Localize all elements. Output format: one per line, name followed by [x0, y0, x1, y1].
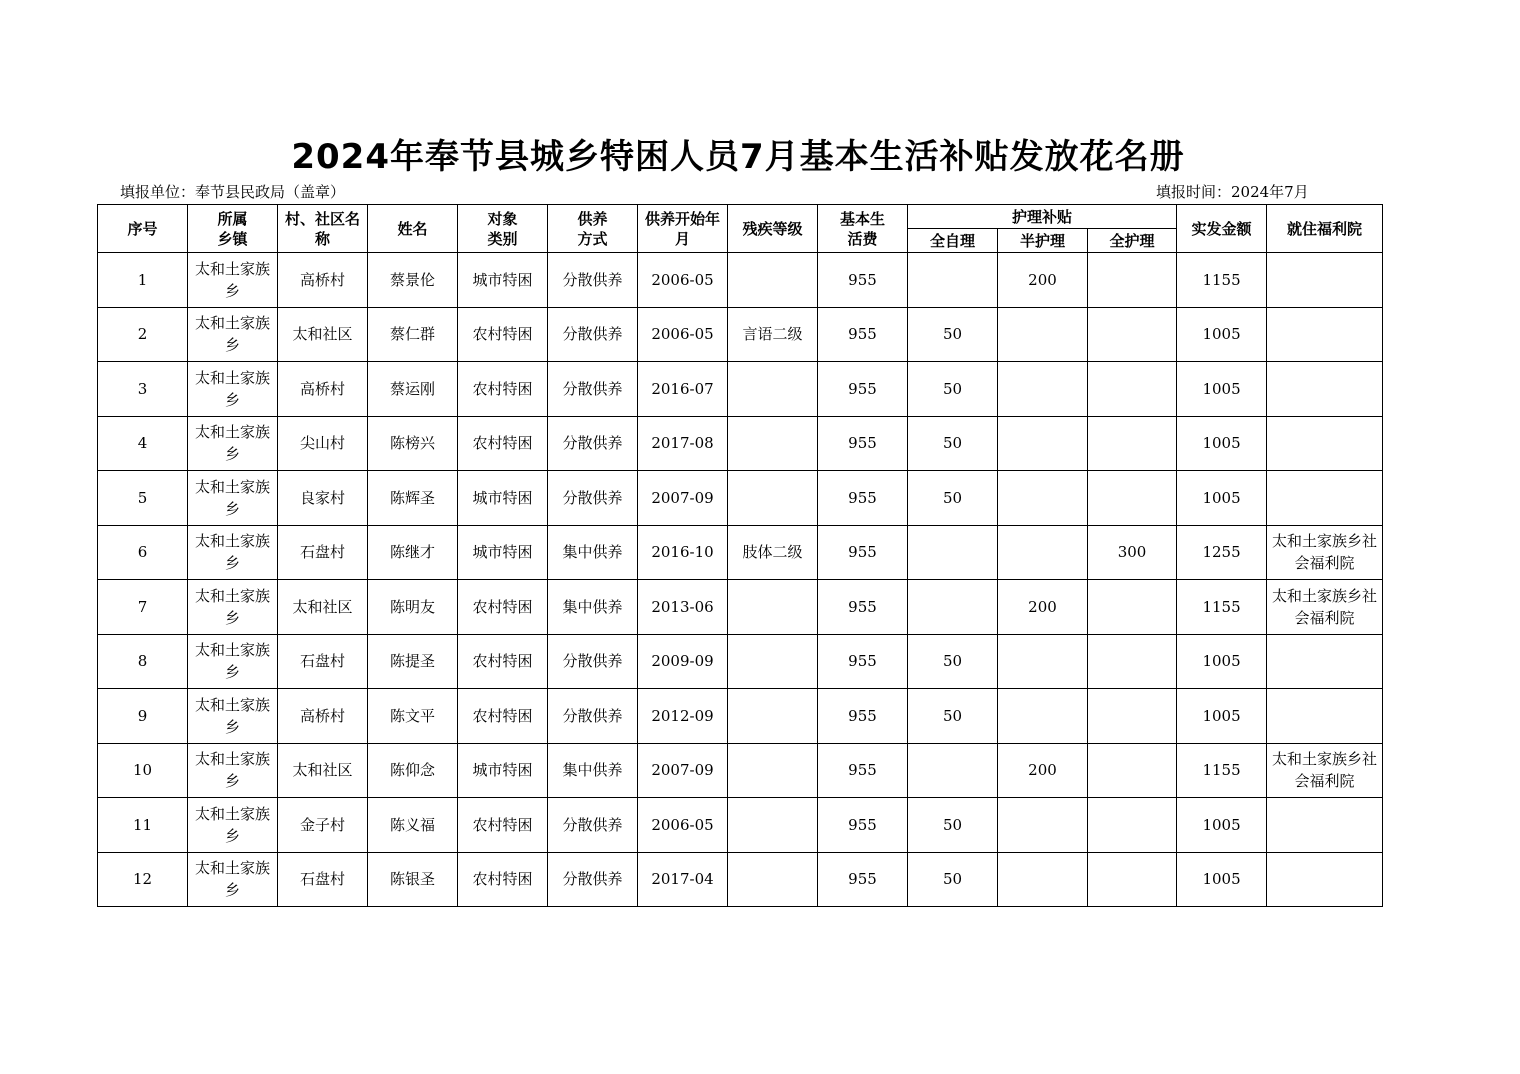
header-care-full: 全护理 [1088, 229, 1177, 253]
cell-category: 城市特困 [458, 743, 548, 798]
cell-village: 高桥村 [278, 689, 368, 744]
table-row [98, 689, 1383, 744]
cell-disability [728, 743, 818, 798]
cell-care-full-self: 50 [908, 471, 998, 526]
header-care-half: 半护理 [998, 229, 1088, 253]
cell-support-mode: 分散供养 [548, 852, 638, 907]
cell-actual-amount: 1155 [1177, 253, 1267, 308]
cell-category: 城市特困 [458, 253, 548, 308]
cell-village: 太和社区 [278, 307, 368, 362]
cell-actual-amount: 1155 [1177, 743, 1267, 798]
cell-disability: 肢体二级 [728, 525, 818, 580]
cell-actual-amount: 1005 [1177, 307, 1267, 362]
cell-basic-living: 955 [818, 798, 908, 853]
cell-township: 太和土家族乡 [188, 253, 278, 308]
cell-village: 尖山村 [278, 416, 368, 471]
cell-village: 良家村 [278, 471, 368, 526]
cell-care-half [998, 416, 1088, 471]
header-name: 姓名 [368, 205, 458, 253]
cell-seq: 7 [98, 580, 188, 635]
cell-care-full [1088, 852, 1177, 907]
cell-start-date: 2016-07 [638, 362, 728, 417]
cell-disability [728, 471, 818, 526]
cell-care-half [998, 634, 1088, 689]
cell-welfare-home [1267, 798, 1383, 853]
cell-category: 农村特困 [458, 689, 548, 744]
cell-category: 农村特困 [458, 798, 548, 853]
cell-care-full-self: 50 [908, 307, 998, 362]
cell-disability [728, 416, 818, 471]
filing-unit: 填报单位：奉节县民政局（盖章） [120, 183, 346, 201]
cell-township: 太和土家族乡 [188, 307, 278, 362]
cell-disability [728, 634, 818, 689]
cell-care-full [1088, 253, 1177, 308]
cell-village: 石盘村 [278, 634, 368, 689]
cell-support-mode: 分散供养 [548, 798, 638, 853]
cell-welfare-home [1267, 689, 1383, 744]
cell-support-mode: 分散供养 [548, 307, 638, 362]
cell-basic-living: 955 [818, 525, 908, 580]
cell-support-mode: 集中供养 [548, 580, 638, 635]
cell-basic-living: 955 [818, 307, 908, 362]
cell-care-half [998, 362, 1088, 417]
cell-name: 陈辉圣 [368, 471, 458, 526]
cell-start-date: 2012-09 [638, 689, 728, 744]
cell-start-date: 2007-09 [638, 471, 728, 526]
cell-support-mode: 分散供养 [548, 253, 638, 308]
cell-support-mode: 分散供养 [548, 634, 638, 689]
roster-body [98, 253, 1383, 907]
cell-village: 太和社区 [278, 580, 368, 635]
cell-care-full-self: 50 [908, 416, 998, 471]
cell-actual-amount: 1005 [1177, 689, 1267, 744]
cell-welfare-home [1267, 471, 1383, 526]
cell-care-full-self [908, 253, 998, 308]
header-actual-amount: 实发金额 [1177, 205, 1267, 253]
table-row [98, 525, 1383, 580]
cell-care-half [998, 798, 1088, 853]
cell-welfare-home [1267, 416, 1383, 471]
roster-table [97, 204, 1383, 907]
cell-township: 太和土家族乡 [188, 743, 278, 798]
cell-welfare-home [1267, 852, 1383, 907]
cell-category: 农村特困 [458, 634, 548, 689]
cell-basic-living: 955 [818, 471, 908, 526]
cell-disability [728, 580, 818, 635]
cell-name: 陈仰念 [368, 743, 458, 798]
header-township: 所属乡镇 [188, 205, 278, 253]
table-row [98, 362, 1383, 417]
cell-township: 太和土家族乡 [188, 852, 278, 907]
cell-basic-living: 955 [818, 634, 908, 689]
cell-actual-amount: 1255 [1177, 525, 1267, 580]
cell-township: 太和土家族乡 [188, 689, 278, 744]
header-care-full-self: 全自理 [908, 229, 998, 253]
cell-name: 陈提圣 [368, 634, 458, 689]
table-row [98, 253, 1383, 308]
table-row [98, 798, 1383, 853]
cell-disability [728, 253, 818, 308]
cell-welfare-home: 太和土家族乡社会福利院 [1267, 743, 1383, 798]
cell-category: 城市特困 [458, 471, 548, 526]
cell-care-full: 300 [1088, 525, 1177, 580]
cell-basic-living: 955 [818, 689, 908, 744]
cell-care-full [1088, 362, 1177, 417]
cell-actual-amount: 1005 [1177, 798, 1267, 853]
cell-category: 农村特困 [458, 416, 548, 471]
table-row [98, 743, 1383, 798]
header-basic-living: 基本生活费 [818, 205, 908, 253]
cell-start-date: 2016-10 [638, 525, 728, 580]
header-category: 对象类别 [458, 205, 548, 253]
table-row [98, 307, 1383, 362]
cell-village: 石盘村 [278, 852, 368, 907]
cell-welfare-home [1267, 634, 1383, 689]
cell-village: 高桥村 [278, 253, 368, 308]
header-start-date: 供养开始年月 [638, 205, 728, 253]
cell-care-full [1088, 580, 1177, 635]
cell-actual-amount: 1005 [1177, 416, 1267, 471]
cell-support-mode: 分散供养 [548, 471, 638, 526]
cell-name: 陈文平 [368, 689, 458, 744]
cell-care-half [998, 525, 1088, 580]
cell-care-half [998, 689, 1088, 744]
cell-welfare-home: 太和土家族乡社会福利院 [1267, 525, 1383, 580]
cell-care-full [1088, 743, 1177, 798]
cell-township: 太和土家族乡 [188, 525, 278, 580]
cell-township: 太和土家族乡 [188, 798, 278, 853]
cell-start-date: 2009-09 [638, 634, 728, 689]
cell-actual-amount: 1005 [1177, 852, 1267, 907]
cell-care-full-self [908, 580, 998, 635]
cell-name: 蔡仁群 [368, 307, 458, 362]
cell-welfare-home [1267, 307, 1383, 362]
cell-category: 农村特困 [458, 307, 548, 362]
cell-township: 太和土家族乡 [188, 416, 278, 471]
cell-disability [728, 689, 818, 744]
cell-support-mode: 集中供养 [548, 743, 638, 798]
cell-seq: 6 [98, 525, 188, 580]
cell-seq: 8 [98, 634, 188, 689]
cell-name: 蔡景伦 [368, 253, 458, 308]
cell-disability [728, 852, 818, 907]
cell-care-full [1088, 689, 1177, 744]
cell-seq: 2 [98, 307, 188, 362]
cell-support-mode: 分散供养 [548, 689, 638, 744]
cell-care-half: 200 [998, 580, 1088, 635]
cell-basic-living: 955 [818, 743, 908, 798]
cell-village: 高桥村 [278, 362, 368, 417]
table-row [98, 580, 1383, 635]
table-row [98, 634, 1383, 689]
cell-basic-living: 955 [818, 580, 908, 635]
cell-name: 陈榜兴 [368, 416, 458, 471]
cell-care-full-self [908, 525, 998, 580]
cell-welfare-home: 太和土家族乡社会福利院 [1267, 580, 1383, 635]
cell-care-full-self: 50 [908, 798, 998, 853]
cell-township: 太和土家族乡 [188, 362, 278, 417]
cell-care-half: 200 [998, 253, 1088, 308]
cell-care-full-self: 50 [908, 689, 998, 744]
cell-support-mode: 集中供养 [548, 525, 638, 580]
cell-village: 金子村 [278, 798, 368, 853]
cell-name: 陈银圣 [368, 852, 458, 907]
cell-village: 太和社区 [278, 743, 368, 798]
cell-care-full-self: 50 [908, 362, 998, 417]
cell-name: 陈继才 [368, 525, 458, 580]
header-care-subsidy: 护理补贴 [908, 205, 1177, 229]
table-row [98, 852, 1383, 907]
header-disability: 残疾等级 [728, 205, 818, 253]
cell-category: 农村特困 [458, 362, 548, 417]
filing-date: 填报时间：2024年7月 [1156, 183, 1309, 201]
cell-care-half [998, 471, 1088, 526]
cell-care-half: 200 [998, 743, 1088, 798]
table-row [98, 416, 1383, 471]
cell-disability: 言语二级 [728, 307, 818, 362]
cell-start-date: 2006-05 [638, 798, 728, 853]
cell-seq: 4 [98, 416, 188, 471]
cell-care-full-self: 50 [908, 634, 998, 689]
cell-basic-living: 955 [818, 253, 908, 308]
cell-start-date: 2006-05 [638, 253, 728, 308]
cell-township: 太和土家族乡 [188, 471, 278, 526]
cell-seq: 9 [98, 689, 188, 744]
cell-care-full [1088, 634, 1177, 689]
cell-category: 城市特困 [458, 525, 548, 580]
cell-category: 农村特困 [458, 580, 548, 635]
cell-support-mode: 分散供养 [548, 416, 638, 471]
cell-basic-living: 955 [818, 362, 908, 417]
header-village: 村、社区名称 [278, 205, 368, 253]
cell-start-date: 2017-08 [638, 416, 728, 471]
header-welfare-home: 就住福利院 [1267, 205, 1383, 253]
cell-seq: 10 [98, 743, 188, 798]
cell-start-date: 2007-09 [638, 743, 728, 798]
cell-care-full [1088, 471, 1177, 526]
cell-disability [728, 362, 818, 417]
cell-village: 石盘村 [278, 525, 368, 580]
cell-actual-amount: 1005 [1177, 362, 1267, 417]
cell-care-half [998, 852, 1088, 907]
cell-actual-amount: 1155 [1177, 580, 1267, 635]
page-title: 2024年奉节县城乡特困人员7月基本生活补贴发放花名册 [291, 137, 1185, 177]
cell-name: 蔡运刚 [368, 362, 458, 417]
cell-start-date: 2006-05 [638, 307, 728, 362]
cell-seq: 1 [98, 253, 188, 308]
header-support-mode: 供养方式 [548, 205, 638, 253]
cell-township: 太和土家族乡 [188, 580, 278, 635]
table-row [98, 471, 1383, 526]
cell-basic-living: 955 [818, 852, 908, 907]
header-seq: 序号 [98, 205, 188, 253]
cell-care-full [1088, 307, 1177, 362]
cell-actual-amount: 1005 [1177, 471, 1267, 526]
cell-disability [728, 798, 818, 853]
cell-welfare-home [1267, 362, 1383, 417]
cell-care-full [1088, 416, 1177, 471]
cell-category: 农村特困 [458, 852, 548, 907]
cell-seq: 11 [98, 798, 188, 853]
cell-start-date: 2013-06 [638, 580, 728, 635]
cell-seq: 3 [98, 362, 188, 417]
cell-actual-amount: 1005 [1177, 634, 1267, 689]
cell-seq: 5 [98, 471, 188, 526]
cell-start-date: 2017-04 [638, 852, 728, 907]
cell-name: 陈明友 [368, 580, 458, 635]
cell-care-full-self [908, 743, 998, 798]
cell-name: 陈义福 [368, 798, 458, 853]
cell-support-mode: 分散供养 [548, 362, 638, 417]
cell-care-half [998, 307, 1088, 362]
cell-basic-living: 955 [818, 416, 908, 471]
cell-seq: 12 [98, 852, 188, 907]
cell-township: 太和土家族乡 [188, 634, 278, 689]
cell-welfare-home [1267, 253, 1383, 308]
cell-care-full-self: 50 [908, 852, 998, 907]
cell-care-full [1088, 798, 1177, 853]
